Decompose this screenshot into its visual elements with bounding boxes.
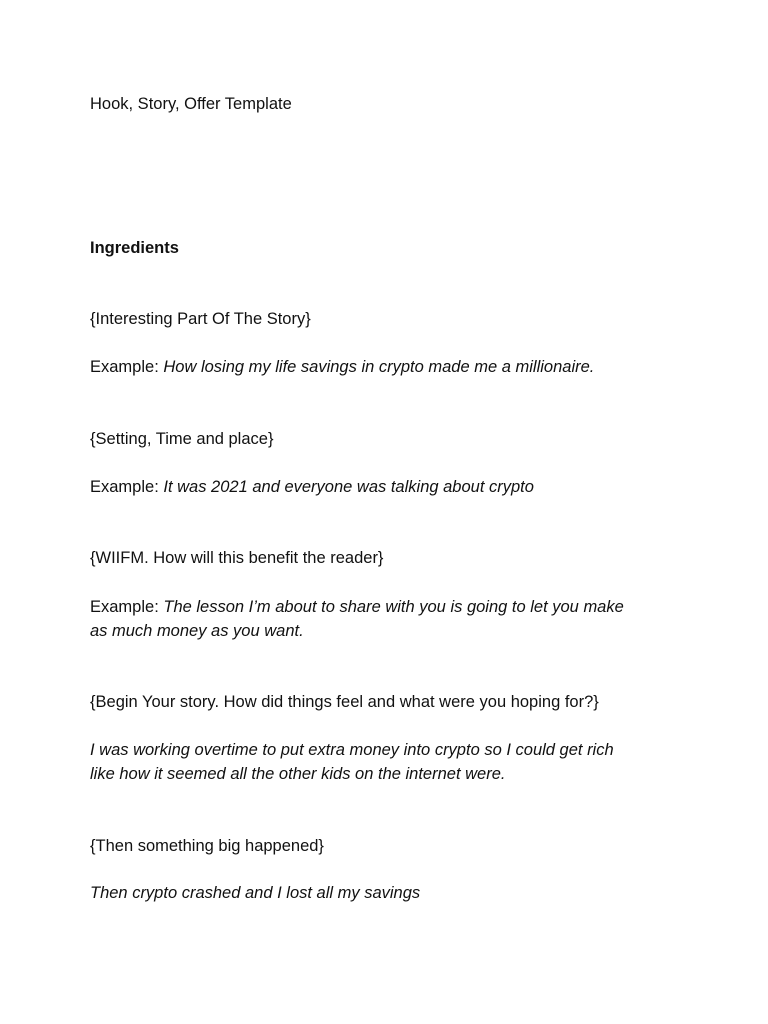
placeholder-interesting-part: {Interesting Part Of The Story} [90, 310, 311, 328]
example-text: The lesson I’m about to share with you is going to let you make [163, 598, 624, 616]
example-line [90, 595, 690, 619]
placeholder-setting: {Setting, Time and place} [90, 430, 274, 448]
placeholder-something-big: {Then something big happened} [90, 837, 324, 855]
placeholder-begin-story: {Begin Your story. How did things feel and what were you hoping for?} [90, 693, 599, 711]
example-label: Example: [90, 598, 164, 616]
story-text: I was working overtime to put extra money into crypto so I could get rich [90, 741, 614, 759]
placeholder-wiifm: {WIIFM. How will this benefit the reader} [90, 549, 384, 567]
example-line [90, 475, 690, 499]
example-label: Example: [90, 478, 164, 496]
example-label: Example: [90, 358, 164, 376]
section-heading-ingredients: Ingredients [90, 239, 179, 257]
example-line [90, 355, 690, 379]
example-text: It was 2021 and everyone was talking about crypto [163, 478, 534, 496]
example-text-continued: as much money as you want. [90, 622, 304, 640]
story-text: Then crypto crashed and I lost all my savings [90, 884, 421, 902]
example-text: How losing my life savings in crypto made me a millionaire. [163, 358, 595, 376]
story-text-continued: like how it seemed all the other kids on the internet were. [90, 765, 506, 783]
document-title: Hook, Story, Offer Template [90, 95, 292, 113]
